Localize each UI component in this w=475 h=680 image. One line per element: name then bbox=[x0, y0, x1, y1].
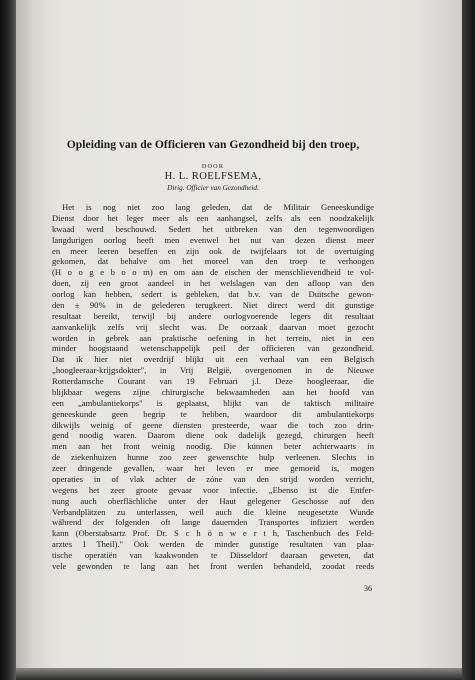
body-line: Het is nog niet zoo lang geleden, dat de Militair Geneeskundige bbox=[62, 202, 374, 212]
page-number: 36 bbox=[364, 584, 372, 593]
body-line: „hoogleeraar-krijgsdokter", in Vrij België, overgenomen in de Nieuwe bbox=[52, 365, 374, 376]
body-line: tische operatiën van kaakwonden te Düsseldorf daaraan geweten, dat bbox=[52, 550, 374, 560]
body-line: Dat ik hier niet overdrijf blijkt uit een verhaal van een Belgisch bbox=[52, 354, 374, 365]
book-spine bbox=[0, 0, 16, 680]
article-body bbox=[52, 202, 374, 572]
page-edge-bottom bbox=[16, 668, 462, 680]
body-line: den ± 90% in de gelederen terugkeert. Niet direct werd dit gunstige bbox=[52, 299, 374, 310]
body-line: en meer leeren beseffen en zijn ook de twijfelaars tot de overtuiging bbox=[52, 245, 374, 256]
article bbox=[52, 138, 374, 572]
body-line: Verbandplätzen zu unterlassen, weil auch die kleine neugesetzte Wunde bbox=[52, 506, 374, 517]
body-line: langdurigen oorlog heeft men evenwel het nut van dezen dienst meer bbox=[52, 234, 374, 245]
body-line: kann (Oberstabsartz Prof. Dr. S c h ö n w e r t h, Taschenbuch des Feld- bbox=[52, 528, 374, 539]
page-edge-right bbox=[462, 0, 475, 680]
body-line: vele gewonden te lang aan het front werden behandeld, zoodat reeds bbox=[52, 560, 374, 571]
body-line: doen, zij een groot aandeel in het welslagen van den afloop van den bbox=[52, 278, 374, 289]
body-line: een „ambulantiekorps" is geplaatst, blijkt van de taktisch militaire bbox=[52, 397, 374, 408]
body-line: gend noodig waren. Daarom diene ook dadelijk gezegd, chirurgen heeft bbox=[52, 430, 374, 441]
body-line: während der folgenden oft lange dauernden Transportes infiziert werden bbox=[52, 517, 374, 528]
author-name: H. L. ROELFSEMA, bbox=[164, 171, 262, 182]
author-position: Dirig. Officier van Gezondheid. bbox=[167, 184, 259, 192]
body-line: arztes I Theil)." Ook werden de minder gunstige resultaten van plaa- bbox=[52, 539, 374, 550]
body-line: aanvankelijk zelfs vrij slecht was. De oorzaak daarvan moet gezocht bbox=[52, 321, 374, 332]
body-line: geneeskunde geen begrip te hebben, waardoor dit ambulantiekorps bbox=[52, 408, 374, 419]
body-line: resultaat bereikt, terwijl bij andere oorlogvoerende legers dit resultaat bbox=[52, 310, 374, 321]
body-line: gekomen, dat behalve om het moreel van den troep te verhoogen bbox=[52, 256, 374, 267]
body-line: minder hoogstaand wetenschappelijk peil der officieren van gezondheid. bbox=[52, 343, 374, 354]
body-line: de ziekenhuizen hunne zoo zeer gewenschte hulp verleenen. Slechts in bbox=[52, 452, 374, 463]
body-line: operaties in of vlak achter de zóne van den strijd worden verricht, bbox=[52, 473, 374, 484]
body-line: worden in gebrek aan praktische oefening in het terrein, niet in een bbox=[52, 332, 374, 343]
body-line: (H o o g e b o o m) en om aan de eischen der menschlievendheid te vol- bbox=[52, 267, 374, 278]
body-line: Rotterdamsche Courant van 19 Februari j.l. Deze hoogleeraar, die bbox=[52, 376, 374, 386]
body-line: kwaad werd beschouwd. Sedert het uitbreken van den tegenwoordigen bbox=[52, 223, 374, 234]
body-line: wegens het zeer groote gevaar voor infectie. „Ebenso ist die Entfer- bbox=[52, 484, 374, 495]
article-title: Opleiding van de Officieren van Gezondheid bij den troep, bbox=[66, 138, 360, 151]
body-line: men aan het front weinig noodig. Die kunnen beter achterwaarts in bbox=[52, 441, 374, 452]
body-line: blijkbaar wegens zijne chirurgische bekwaamheden aan het hoofd van bbox=[52, 386, 374, 397]
body-line: Dienst door het leger meer als een aanhangsel, zelfs als een noodzakelijk bbox=[52, 212, 374, 223]
byline-door: DOOR bbox=[201, 163, 225, 170]
body-line: zeer dringende gevallen, waar het leven er mee gemoeid is, mogen bbox=[52, 463, 374, 473]
body-line: oorlog kan hebben, sedert is gebleken, dat b.v. van de Duitsche gewon- bbox=[52, 289, 374, 299]
body-line: nung auch oberflächliche unter der Haut gelegener Geschosse auf den bbox=[52, 495, 374, 506]
body-line: dikwijls weinig of geene diensten presteerde, waar die toch zoo drin- bbox=[52, 419, 374, 430]
